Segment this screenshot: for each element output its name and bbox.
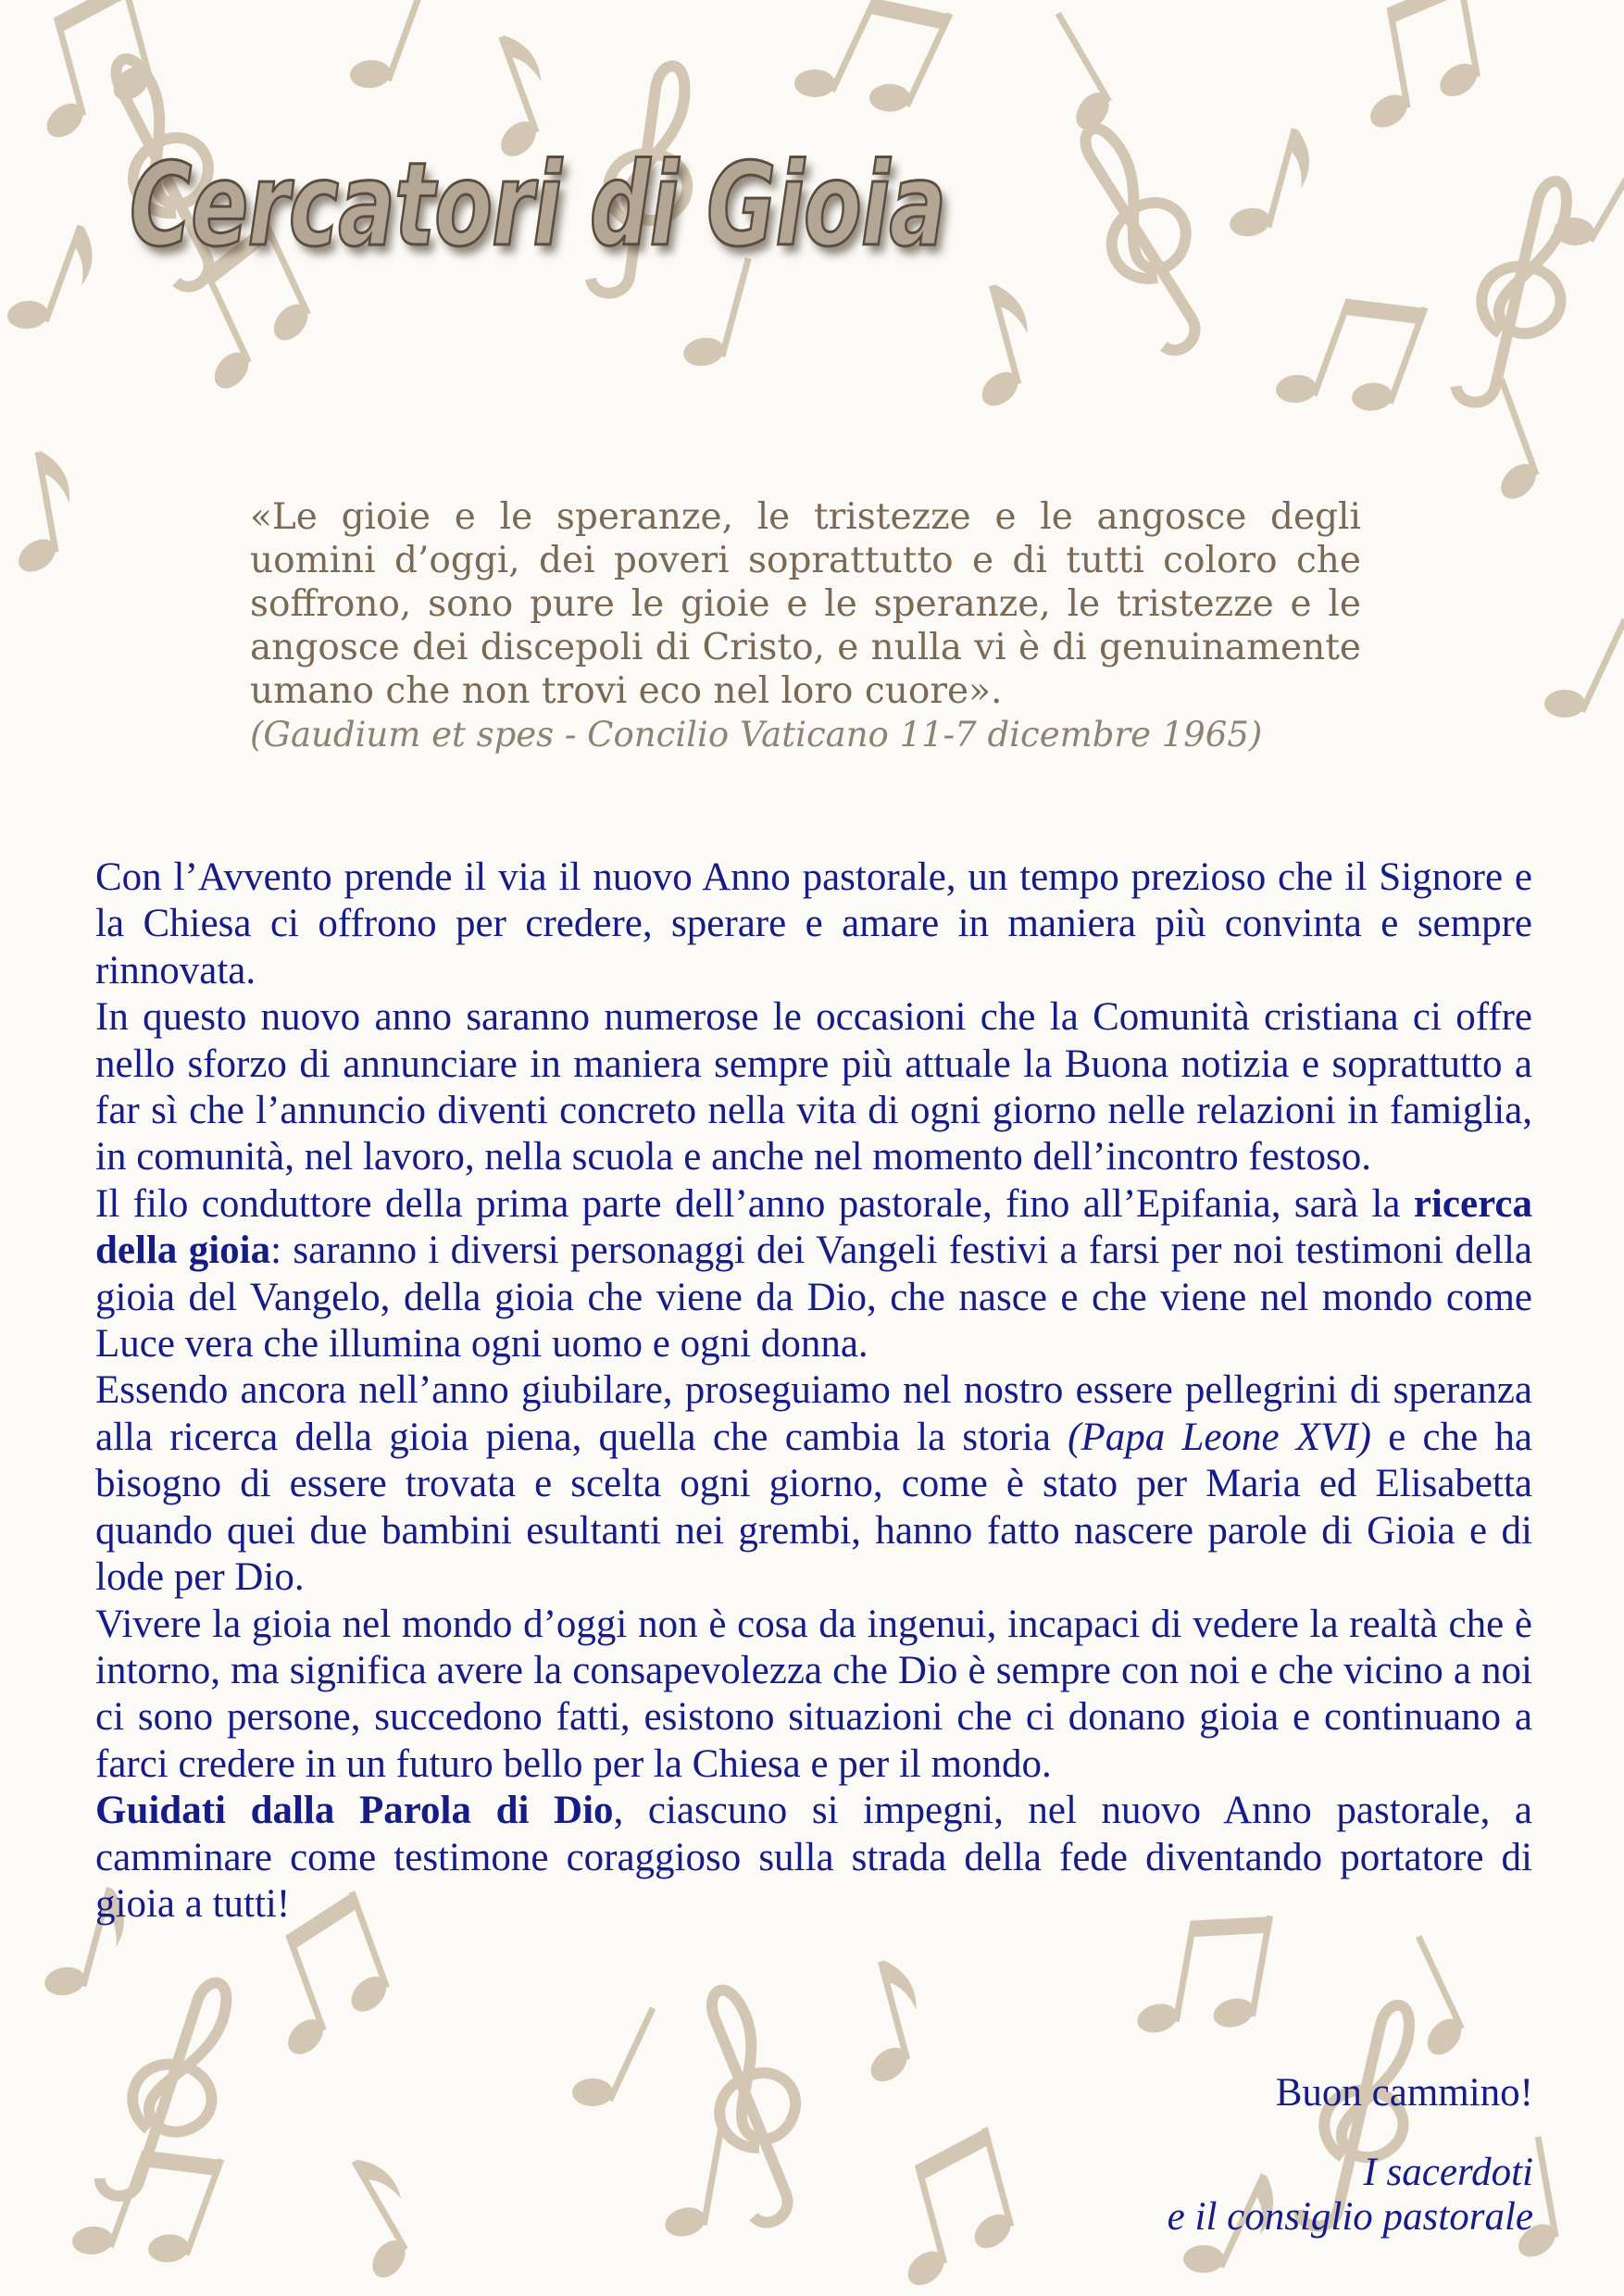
paragraph-6-text: , ciascuno si impegni, nel nuovo Anno pastorale, a camminare come testimone coraggioso sulla strada della fede diventando portatore di gioia a tutti!	[95, 1789, 1533, 1926]
quote-text: «Le gioie e le speranze, le tristezze e le angosce degli uomini d’oggi, dei poveri soprattutto e di tutti coloro che soffrono, sono pure le gioie e le speranze, le tristezze e le angosce dei discepoli di Cristo, e nulla vi è di genuinamente umano che non trovi eco nel loro cuore».	[250, 496, 1361, 712]
paragraph-4-text-a: Essendo ancora nell’anno giubilare, proseguiamo nel nostro essere pellegrini di speranza alla ricerca della gioia piena, quella che cambia la storia	[95, 1368, 1532, 1459]
signature-line-2: e il consiglio pastorale	[1167, 2195, 1533, 2239]
quote-source: (Gaudium et spes - Concilio Vaticano 11-7 dicembre 1965)	[250, 715, 1263, 755]
page-title: Cercatori di Gioia	[130, 139, 946, 272]
signature-line-1: I sacerdoti	[1363, 2151, 1533, 2194]
paragraph-2: In questo nuovo anno saranno numerose le occasioni che la Comunità cristiana ci offre nello sforzo di annunciare in maniera sempre più attuale la Buona notizia e soprattutto a far sì che l’annuncio diventi concreto nella vita di ogni giorno nelle relazioni in famiglia, in comunità, nel lavoro, nella scuola e anche nel momento dell’incontro festoso.	[95, 995, 1532, 1179]
closing-greeting: Buon cammino!	[1275, 2071, 1533, 2115]
paragraph-3	[95, 1181, 1532, 1368]
paragraph-3-text-a: Il filo conduttore della prima parte dell’anno pastorale, fino all’Epifania, sarà la	[95, 1181, 1414, 1226]
paragraph-3-emphasis: ricerca della gioia	[95, 1181, 1532, 1273]
quote-block	[250, 495, 1361, 757]
paragraph-6	[95, 1788, 1532, 1928]
paragraph-4-text-b: e che ha bisogno di essere trovata e scelta ogni giorno, come è stato per Maria ed Elisabetta quando quei due bambini esultanti nei grembi, hanno fatto nascere parole di Gioia e di lode per Dio.	[95, 1415, 1533, 1600]
paragraph-3-text-b: : saranno i diversi personaggi dei Vangeli festivi a farsi per noi testimoni della gioia del Vangelo, della gioia che viene da Dio, che nasce e che viene nel mondo come Luce vera che illumina ogni uomo e ogni donna.	[95, 1229, 1532, 1366]
body-text	[95, 855, 1532, 1928]
paragraph-6-emphasis: Guidati dalla Parola di Dio	[95, 1789, 614, 1833]
signature-block	[1168, 2151, 1533, 2240]
paragraph-4-citation: (Papa Leone XVI)	[1068, 1415, 1371, 1459]
paragraph-4	[95, 1367, 1532, 1601]
closing-greeting-block	[1276, 2070, 1533, 2116]
paragraph-5: Vivere la gioia nel mondo d’oggi non è cosa da ingenui, incapaci di vedere la realtà che è intorno, ma significa avere la consapevolezza che Dio è sempre con noi e che vicino a noi ci sono persone, succedono fatti, esistono situazioni che ci donano gioia e continuano a farci credere in un futuro bello per la Chiesa e per il mondo.	[95, 1602, 1532, 1786]
paragraph-1: Con l’Avvento prende il via il nuovo Anno pastorale, un tempo prezioso che il Signore e la Chiesa ci offrono per credere, sperare e amare in maniera più convinta e sempre rinnovata.	[95, 855, 1532, 992]
